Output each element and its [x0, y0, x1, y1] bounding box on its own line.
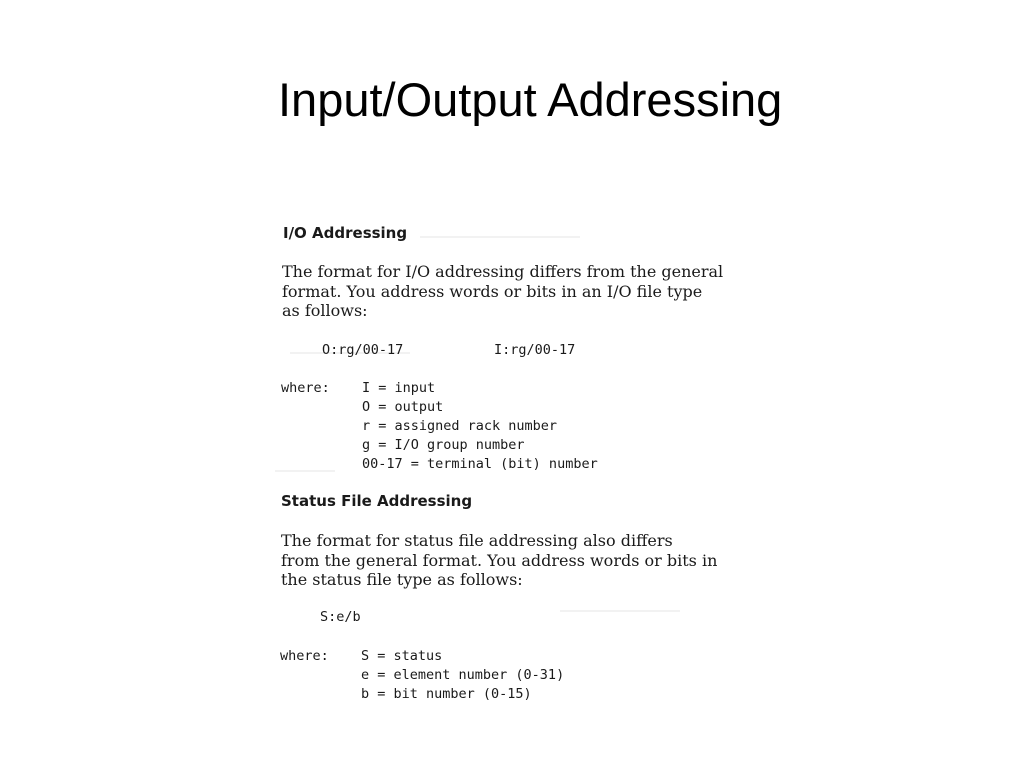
scan-show-through — [560, 610, 680, 612]
scan-show-through — [275, 470, 335, 472]
output-address-format: O:rg/00-17 — [322, 342, 404, 358]
paragraph-line: as follows: — [282, 301, 368, 320]
io-definition: r = assigned rack number — [362, 418, 558, 434]
io-where-label: where: — [281, 380, 330, 396]
paragraph-line: the status file type as follows: — [281, 570, 523, 589]
paragraph-line: format. You address words or bits in an I/O file type — [282, 281, 703, 301]
status-definition: e = element number (0-31) — [361, 667, 565, 683]
paragraph-line: The format for I/O addressing differs from the general — [282, 262, 724, 281]
input-address-format: I:rg/00-17 — [494, 342, 576, 358]
io-definition: g = I/O group number — [362, 437, 525, 453]
status-file-addressing-paragraph — [281, 531, 717, 590]
io-definition: I = input — [362, 380, 436, 396]
io-definition: 00-17 = terminal (bit) number — [362, 456, 598, 472]
io-definition: O = output — [362, 399, 444, 415]
status-definition: b = bit number (0-15) — [361, 686, 532, 702]
paragraph-line: The format for status file addressing also differs — [281, 531, 673, 550]
paragraph-line: from the general format. You address words or bits in — [281, 550, 718, 570]
io-addressing-paragraph — [282, 262, 723, 321]
status-where-label: where: — [280, 648, 329, 664]
status-definition: S = status — [361, 648, 443, 664]
slide-title: Input/Output Addressing — [278, 73, 783, 126]
status-file-addressing-heading: Status File Addressing — [281, 492, 473, 510]
status-address-format: S:e/b — [320, 609, 361, 625]
io-addressing-heading: I/O Addressing — [283, 224, 408, 242]
scan-show-through — [420, 236, 580, 238]
